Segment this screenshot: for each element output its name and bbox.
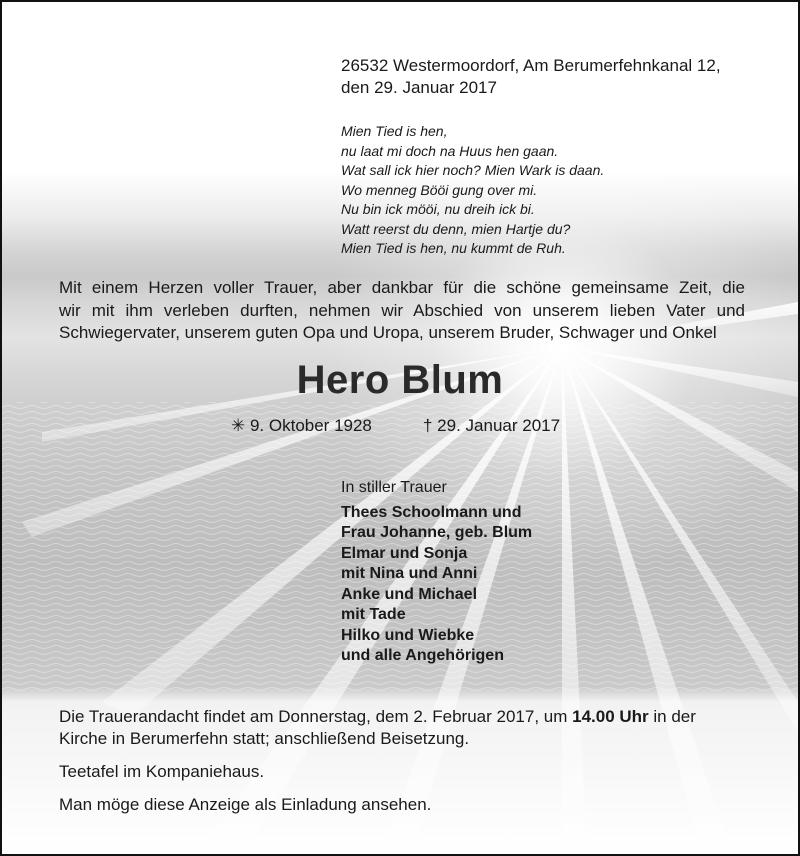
mourners-block	[341, 478, 532, 667]
mourner-name: mit Tade	[341, 606, 406, 623]
intro-line: Mit einem Herzen voller Trauer, aber dankbar für die schöne gemeinsame Zeit, die	[59, 278, 745, 297]
poem-line: Mien Tied is hen,	[341, 123, 448, 139]
death-date: † 29. Januar 2017	[423, 416, 561, 435]
service-info	[59, 706, 749, 827]
birth-date: ✳ 9. Oktober 1928	[231, 416, 372, 435]
service-text: Die Trauerandacht findet am Donnerstag, dem 2. Februar 2017, um	[59, 707, 573, 726]
mourners-label: In stiller Trauer	[341, 479, 447, 496]
teetafel-note: Teetafel im Kompaniehaus.	[59, 762, 265, 781]
mourner-name: Elmar und Sonja	[341, 544, 468, 562]
service-location: Kirche in Berumerfehn statt; anschließend Beisetzung.	[59, 729, 470, 748]
poem-line: Wat sall ick hier noch? Mien Wark is daan.	[341, 162, 605, 178]
address-line: 26532 Westermoordorf, Am Berumerfehnkanal 12,	[341, 56, 721, 75]
poem-block	[341, 122, 604, 259]
intro-line: wir mit ihm verleben durften, nehmen wir Abschied von unserem lieben Vater und	[59, 300, 745, 320]
poem-line: nu laat mi doch na Huus hen gaan.	[341, 142, 559, 159]
poem-line: Wo menneg Bööi gung over mi.	[341, 181, 538, 198]
mourner-name: mit Nina und Anni	[341, 565, 478, 582]
poem-line: Nu bin ick mööi, nu dreih ick bi.	[341, 201, 535, 217]
poem-line: Mien Tied is hen, nu kummt de Ruh.	[341, 240, 566, 256]
invitation-note: Man möge diese Anzeige als Einladung ansehen.	[59, 795, 432, 814]
service-paragraph	[59, 706, 749, 750]
date-line: den 29. Januar 2017	[341, 78, 497, 97]
mourner-name: Anke und Michael	[341, 585, 478, 603]
service-time: 14.00 Uhr	[572, 707, 649, 726]
poem-line: Watt reerst du denn, mien Hartje du?	[341, 220, 571, 237]
mourner-name: und alle Angehörigen	[341, 647, 504, 664]
mourner-name: Thees Schoolmann und	[341, 503, 522, 521]
service-text-end: in der	[648, 707, 696, 726]
intro-paragraph	[59, 277, 745, 345]
mourner-name: Hilko und Wiebke	[341, 626, 475, 644]
place-date-block	[341, 55, 721, 99]
deceased-name: Hero Blum	[296, 358, 504, 402]
mourner-name: Frau Johanne, geb. Blum	[341, 524, 533, 541]
intro-line: Schwiegervater, unserem guten Opa und Uropa, unserem Bruder, Schwager und Onkel	[59, 323, 717, 342]
